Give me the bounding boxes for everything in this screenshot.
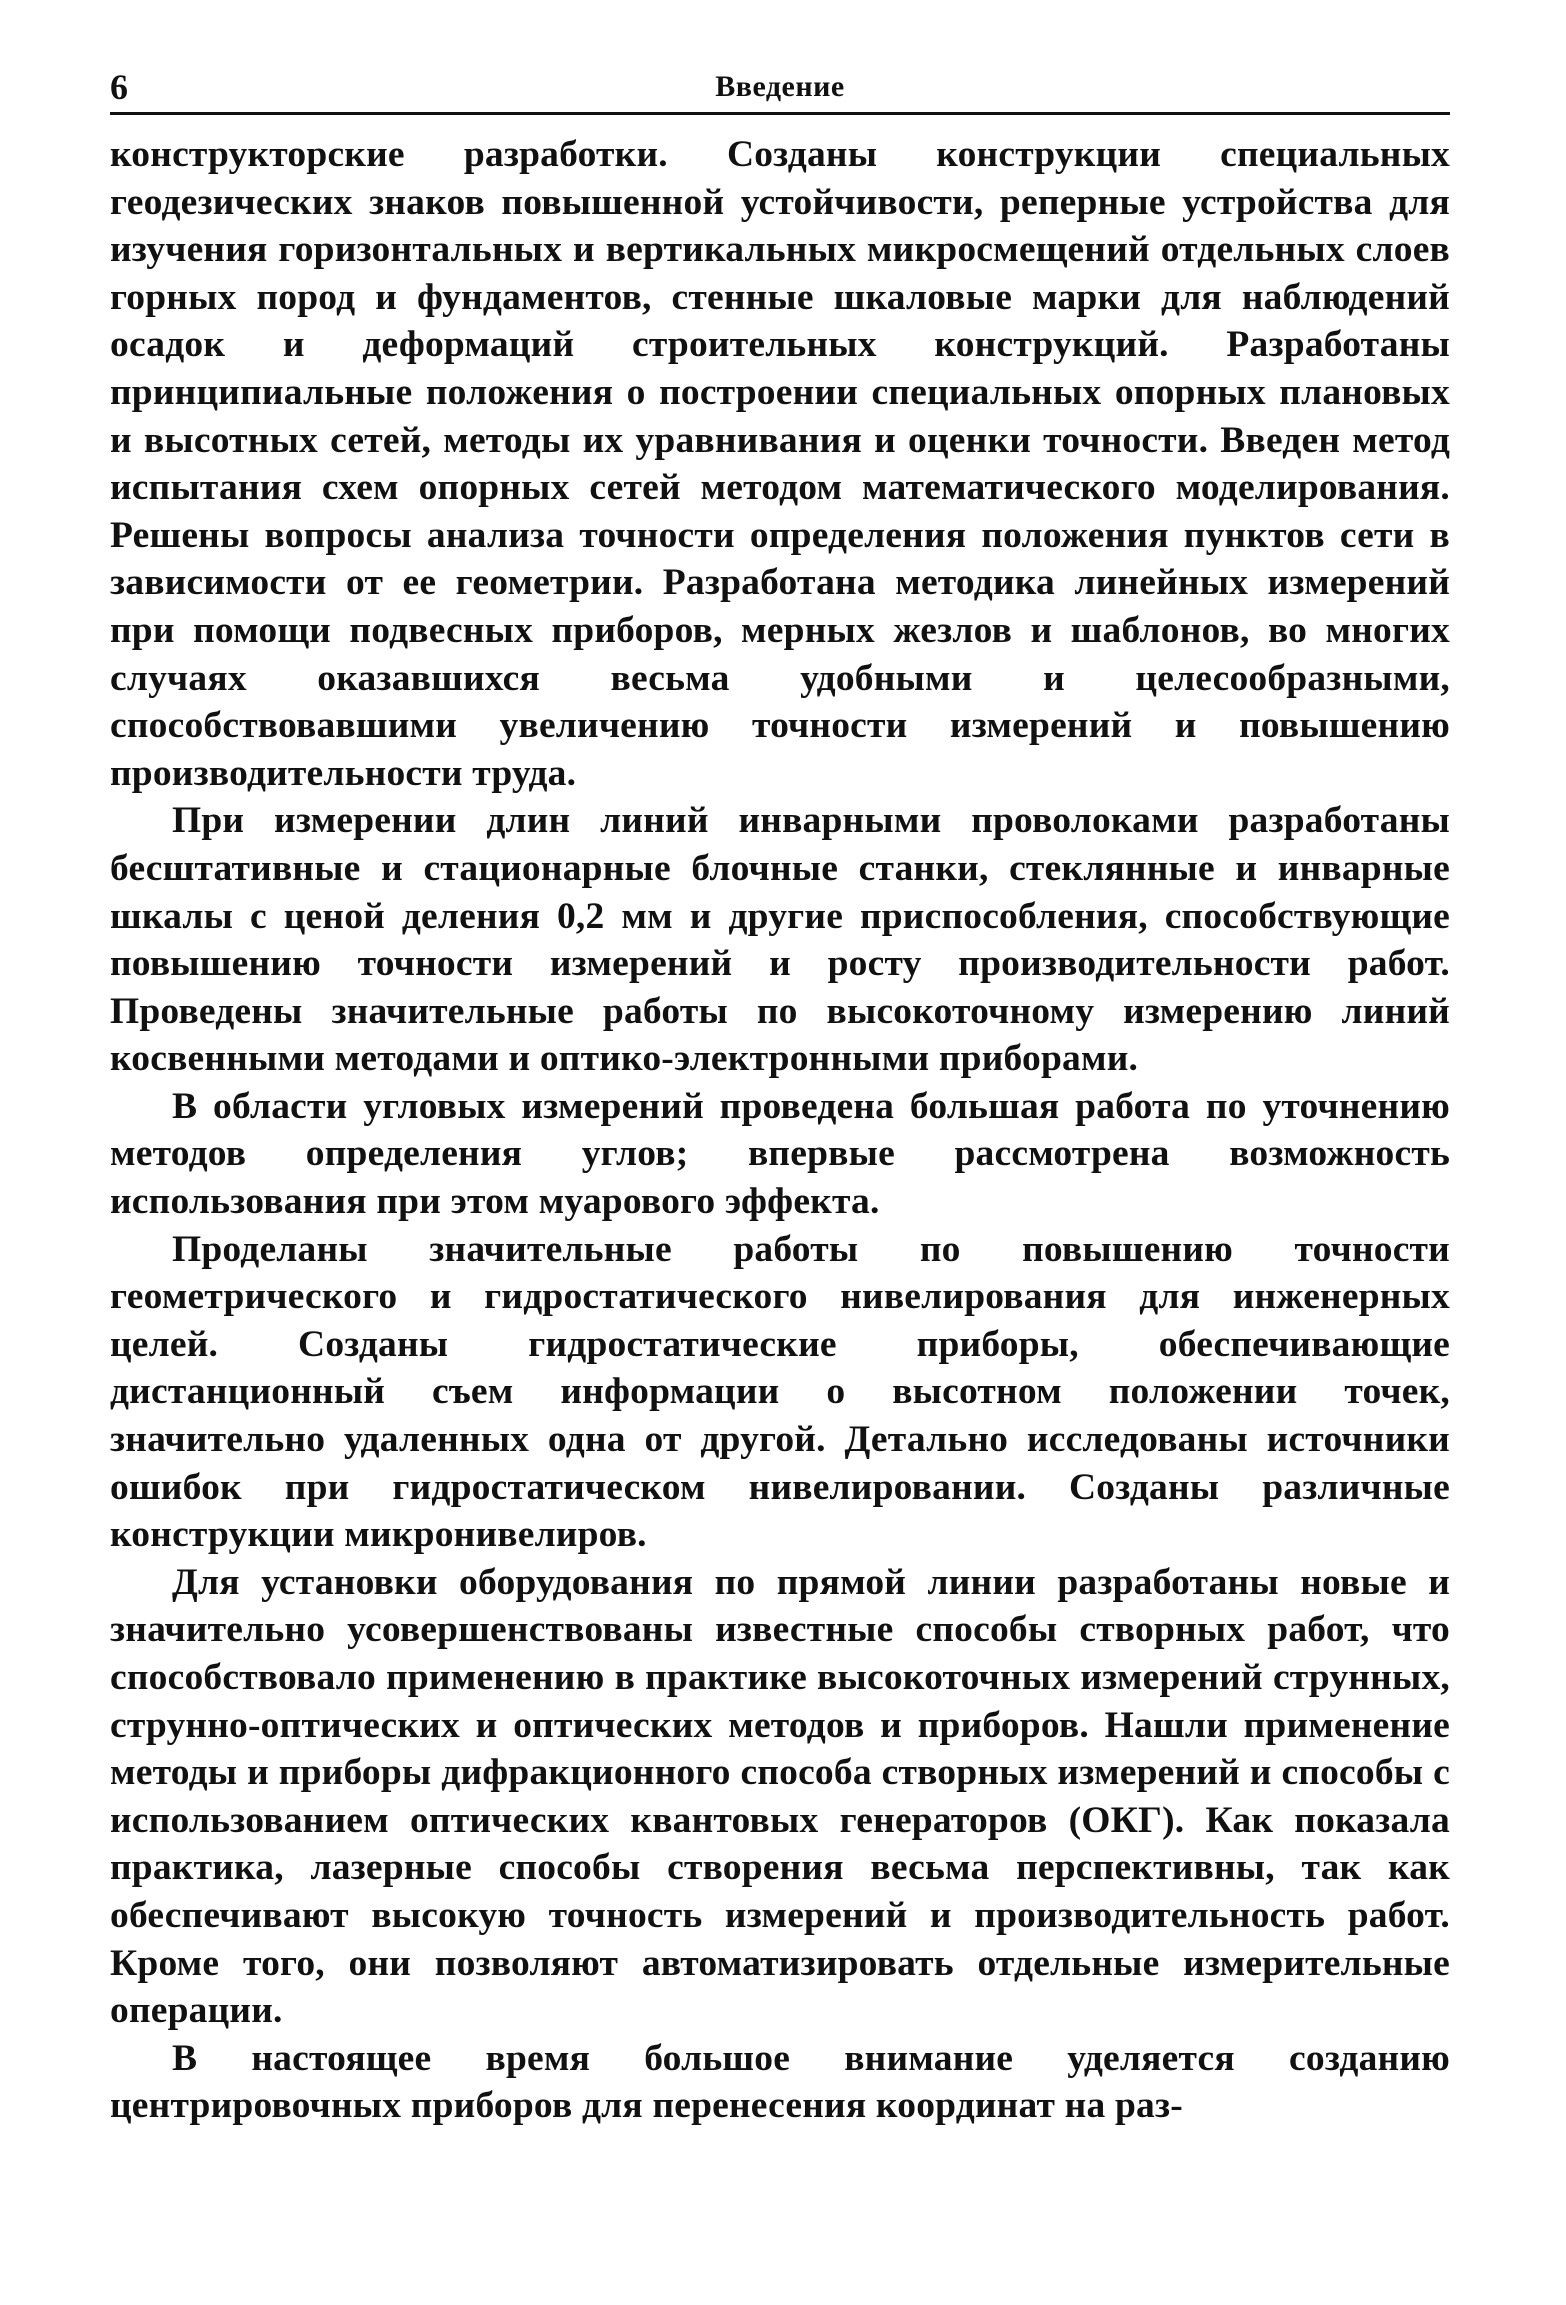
running-header: [110, 60, 1450, 115]
paragraph: В настоящее время большое внимание уделяется созданию центрировочных приборов для перенесения координат на раз-: [110, 2037, 1450, 2127]
paragraph: При измерении длин линий инварными проволоками разработаны бесштативные и стационарные блочные станки, стеклянные и инварные шкалы с ценой деления 0,2 мм и другие приспособления, способствующие повышению точности измерений и росту производительности работ. Проведены значительные работы по высокоточному измерению линий косвенными методами и оптико-электронными приборами.: [110, 800, 1450, 1080]
paragraph-continued: конструкторские разработки. Созданы конструкции специальных геодезических знаков повышенной устойчивости, реперные устройства для изучения горизонтальных и вертикальных микросмещений отдельных слоев горных пород и фундаментов, стенные шкаловые марки для наблюдений осадок и деформаций строительных конструкций. Разработаны принципиальные положения о построении специальных опорных плановых и высотных сетей, методы их уравнивания и оценки точности. Введен метод испытания схем опорных сетей методом математического моделирования. Решены вопросы анализа точности определения положения пунктов сети в зависимости от ее геометрии. Разработана методика линейных измерений при помощи подвесных приборов, мерных жезлов и шаблонов, во многих случаях оказавшихся весьма удобными и целесообразными, способствовавшими увеличению точности измерений и повышению производительности труда.: [110, 134, 1450, 794]
paragraph: В области угловых измерений проведена большая работа по уточнению методов определения углов; впервые рассмотрена возможность использования при этом муарового эффекта.: [110, 1085, 1450, 1223]
paragraph: Для установки оборудования по прямой линии разработаны новые и значительно усовершенствованы известные способы створных работ, что способствовало применению в практике высокоточных измерений струнных, струнно-оптических и оптических методов и приборов. Нашли применение методы и приборы дифракционного способа створных измерений и способы с использованием оптических квантовых генераторов (ОКГ). Как показала практика, лазерные способы створения весьма перспективны, так как обеспечивают высокую точность измерений и производительность работ. Кроме того, они позволяют автоматизировать отдельные измерительные операции.: [110, 1561, 1450, 2032]
paragraph: Проделаны значительные работы по повышению точности геометрического и гидростатического нивелирования для инженерных целей. Созданы гидростатические приборы, обеспечивающие дистанционный съем информации о высотном положении точек, значительно удаленных одна от другой. Детально исследованы источники ошибок при гидростатическом нивелировании. Созданы различные конструкции микронивелиров.: [110, 1228, 1450, 1556]
section-title: Введение: [715, 70, 845, 103]
body-text: [110, 131, 1450, 2130]
book-page: [110, 60, 1450, 2130]
page-number: 6: [110, 67, 128, 107]
